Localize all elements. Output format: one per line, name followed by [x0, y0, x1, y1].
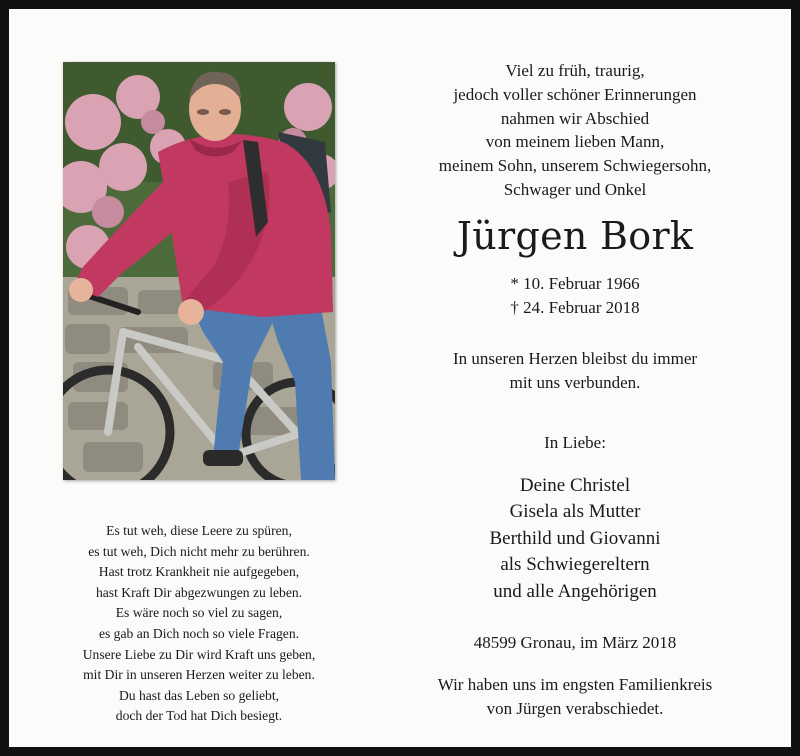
intro-line: Viel zu früh, traurig, [505, 61, 645, 80]
verse-line: In unseren Herzen bleibst du immer [452, 349, 698, 368]
mourner-line: Berthild und Giovanni [489, 527, 661, 549]
poem-line: Unsere Liebe zu Dir wird Kraft uns geben, [82, 646, 316, 662]
intro-line: von meinem lieben Mann, [485, 132, 665, 152]
intro-line: Schwager und Onkel [503, 179, 647, 199]
closing-line: Wir haben uns im engsten Familienkreis [437, 675, 713, 694]
verse-line: mit uns verbunden. [509, 373, 641, 392]
intro-text [379, 59, 771, 202]
poem-line: hast Kraft Dir abgezwungen zu leben. [95, 584, 303, 600]
death-date: † 24. Februar 2018 [510, 298, 640, 317]
poem-line: Hast trotz Krankheit nie aufgegeben, [98, 564, 300, 580]
poem-line: Du hast das Leben so geliebt, [118, 687, 280, 703]
intro-line: jedoch voller schöner Erinnerungen [453, 84, 697, 104]
mourners-list [379, 473, 771, 605]
closing-line: von Jürgen verabschiedet. [486, 699, 664, 718]
memorial-poem [49, 521, 349, 727]
poem-line: Es wäre noch so viel zu sagen, [115, 605, 283, 621]
poem-line: doch der Tod hat Dich besiegt. [115, 708, 283, 724]
poem-line: es tut weh, Dich nicht mehr zu berühren. [88, 543, 310, 559]
poem-line: mit Dir in unseren Herzen weiter zu leben. [83, 667, 315, 683]
in-liebe-label: In Liebe: [544, 433, 606, 452]
mourner-line: und alle Angehörigen [493, 580, 657, 602]
intro-line: meinem Sohn, unserem Schwiegersohn, [438, 156, 712, 176]
intro-line: nahmen wir Abschied [500, 108, 650, 128]
poem-line: Es tut weh, diese Leere zu spüren, [106, 523, 292, 538]
place-and-date: 48599 Gronau, im März 2018 [473, 633, 677, 652]
deceased-name: Jürgen Bork [456, 214, 694, 258]
memorial-verse [379, 347, 771, 395]
poem-line: es gab an Dich noch so viele Fragen. [98, 625, 300, 641]
mourner-line: Deine Christel [519, 475, 631, 496]
life-dates [379, 272, 771, 320]
closing-note [379, 673, 771, 721]
portrait-photo [63, 62, 335, 480]
mourner-line: als Schwiegereltern [500, 554, 650, 576]
birth-date: * 10. Februar 1966 [510, 274, 640, 293]
mourner-line: Gisela als Mutter [509, 501, 641, 523]
